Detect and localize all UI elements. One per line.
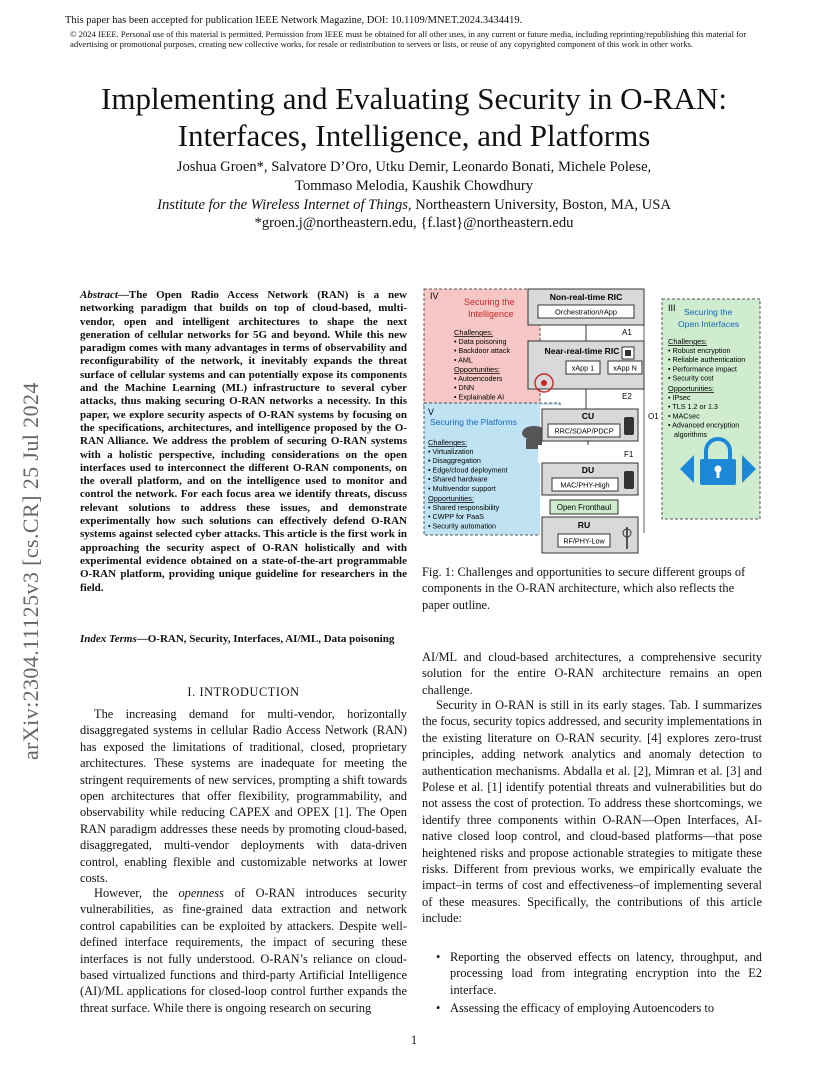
o1-label: O1 xyxy=(648,412,659,421)
right-paragraph-1: AI/ML and cloud-based architectures, a comprehensive security solution for the entire O-RAN architecture remains an open challenge. xyxy=(422,650,762,697)
e2-label: E2 xyxy=(622,392,632,401)
iii-label: III xyxy=(668,303,676,313)
iii-opportunities-label: Opportunities: xyxy=(668,384,715,393)
p2-end: of O-RAN introduces security vulnerabilities, as fine-grained data extraction and network control capabilities can be exploited by attackers. Despite well-defined interface requirements, the impact of securing these interfaces is not fully understood. O-RAN’s reliance on cloud-based virtualized functions and third-party Artificial Intelligence (AI)/ML applications for closed-loop control further expands the threat surface. While there is ongoing research on securing xyxy=(80,886,407,1015)
figure-list-item: • Shared hardware xyxy=(428,474,488,484)
open-fronthaul-label: Open Fronthaul xyxy=(556,503,612,512)
figure-list-item: • Advanced encryption xyxy=(668,420,740,430)
figure-list-item: • Security automation xyxy=(428,521,497,531)
author-list xyxy=(0,158,828,196)
figure-list-item: • DNN xyxy=(454,383,475,393)
xapp-1-label: xApp 1 xyxy=(571,363,595,373)
figure-caption: Fig. 1: Challenges and opportunities to secure different groups of components in the O-RAN architecture, which also reflects the paper outline. xyxy=(422,565,746,612)
v-challenges-label: Challenges: xyxy=(428,438,468,447)
intro-paragraph-1: The increasing demand for multi-vendor, horizontally disaggregated systems in cellular Radio Access Network (RAN) has exposed the limitations of traditional, closed, proprietary architectures. These systems are inadequate for meeting the stringent requirements of new services, prompting a shift towards open architectures that offer flexibility, programmability, and observability while reducing CAPEX and OPEX [1]. The Open RAN paradigm addresses these needs by promoting cloud-based, disaggregated, multi-vendor deployments with data-driven control, enabling flexible and customizable networks at lower costs. xyxy=(80,707,407,886)
p2-emphasis: openness xyxy=(178,886,224,900)
v-opportunities-label: Opportunities: xyxy=(428,494,475,503)
index-terms-text: —O-RAN, Security, Interfaces, AI/ML, Data poisoning xyxy=(136,633,395,645)
affiliation xyxy=(0,196,828,214)
index-terms xyxy=(80,633,407,646)
iii-challenges-label: Challenges: xyxy=(668,337,708,346)
figure-list-item: • Autoencoders xyxy=(454,374,503,383)
near-rt-ric-label: Near-real-time RIC xyxy=(544,346,620,356)
figure-list-item: • Virtualization xyxy=(428,447,474,456)
ru-stack-label: RF/PHY-Low xyxy=(563,536,605,546)
v-title: Securing the Platforms xyxy=(430,417,517,427)
paper-title xyxy=(0,80,828,154)
section-heading-introduction: I. INTRODUCTION xyxy=(187,685,300,699)
authors-line-2: Tommaso Melodia, Kaushik Chowdhury xyxy=(294,178,534,194)
figure-list-item: • AML xyxy=(454,355,473,365)
figure-list-item: • TLS 1.2 or 1.3 xyxy=(668,402,718,412)
author-emails: *groen.j@northeastern.edu, {f.last}@northeastern.edu xyxy=(254,215,574,231)
iv-title-line-1: Securing the xyxy=(464,297,515,307)
list-item: • Reporting the observed effects on latency, throughput, and processing load from integrating encryption into the E2 interface. xyxy=(436,949,762,998)
v-label: V xyxy=(428,407,435,417)
figure-list-item: • IPsec xyxy=(668,393,691,402)
figure-list-item: • Disaggregation xyxy=(428,456,481,466)
iv-opportunities-label: Opportunities: xyxy=(454,365,501,374)
title-line-1: Implementing and Evaluating Security in O-RAN: xyxy=(101,81,727,116)
figure-list-item: • Reliable authentication xyxy=(668,355,746,365)
abstract-label: Abstract xyxy=(80,289,118,301)
authors-line-1: Joshua Groen*, Salvatore D’Oro, Utku Demir, Leonardo Bonati, Michele Polese, xyxy=(176,159,652,175)
figure-list-item: • MACsec xyxy=(668,411,700,421)
affiliation-location: , Northeastern University, Boston, MA, USA xyxy=(407,197,671,213)
server-icon xyxy=(624,471,634,489)
list-item: • Assessing the efficacy of employing Autoencoders to xyxy=(436,1000,762,1016)
figure-list-item: • Security cost xyxy=(668,373,714,383)
abstract-text: —The Open Radio Access Network (RAN) is a new networking paradigm that builds on top of cloud-based, multi-vendor, open and intelligent architectures to shape the next generation of cellular networks for 5G and beyond. While this new paradigm comes with many advantages in terms of observability and reconfigurability of the network, it inevitably expands the threat surface of cellular systems and can potentially expose its components and the Machine Learning (ML) infrastructure to several cyber attacks, thus making securing O-RAN networks a necessity. In this paper, we explore security aspects of O-RAN systems by focusing on the specifications, architectures, and intelligence proposed by the O-RAN Alliance. We address the problem of securing O-RAN systems with a holistic perspective, including considerations on the open interfaces used to interconnect the different O-RAN components, on the overall platform, and on the intelligence used to monitor and control the network. For each focus area we identify threats, discuss relevant solutions to address these issues, and demonstrate experimentally how such solutions can effectively defend O-RAN systems against selected cyber attacks. This article is the first work in approaching the security aspect of O-RAN holistically and with experimental evidence obtained on a state-of-the-art programmable O-RAN platform, providing unique guideline for researchers in the field. xyxy=(80,289,407,594)
figure-list-item: • Edge/cloud deployment xyxy=(428,465,508,475)
figure-list-item: • Performance impact xyxy=(668,364,737,374)
affiliation-institute: Institute for the Wireless Internet of Things xyxy=(157,197,408,213)
cu-label: CU xyxy=(581,411,595,421)
figure-list-item: • Multivendor support xyxy=(428,483,496,493)
figure-list-item: • Robust encryption xyxy=(668,346,731,355)
index-terms-label: Index Terms xyxy=(80,633,137,645)
copyright-notice: © 2024 IEEE. Personal use of this material is permitted. Permission from IEEE must be obtained for all other uses, in any current or future media, including reprinting/republishing this material for advertising or promotional purposes, creating new collective works, for resale or redistribution to servers or lists, or reuse of any copyrighted component of this work in other works. xyxy=(70,29,747,50)
xapp-n-label: xApp N xyxy=(613,363,637,373)
page-number: 1 xyxy=(410,1033,418,1047)
figure-list-item-continued: algorithms xyxy=(674,429,708,439)
figure-diagram xyxy=(422,283,762,558)
iv-challenges-label: Challenges: xyxy=(454,328,494,337)
ru-label: RU xyxy=(577,520,591,530)
ai-chip-icon xyxy=(622,347,634,359)
du-stack-label: MAC/PHY-High xyxy=(560,480,610,490)
figure-list-item: • Backdoor attack xyxy=(454,346,511,356)
orchestration-label: Orchestration/rApp xyxy=(554,307,618,317)
iv-title-line-2: Intelligence xyxy=(468,309,514,319)
du-label: DU xyxy=(581,465,595,475)
figure-list-item: • CWPP for PaaS xyxy=(428,512,484,522)
abstract xyxy=(80,289,407,595)
intro-paragraph-2 xyxy=(80,885,407,1016)
arxiv-identifier-stamp: arXiv:2304.11125v3 [cs.CR] 25 Jul 2024 xyxy=(18,382,43,760)
figure-list-item: • Explainable AI xyxy=(454,392,505,402)
non-rt-ric-label: Non-real-time RIC xyxy=(549,292,623,302)
server-icon xyxy=(624,417,634,435)
p2-start: However, the xyxy=(94,886,179,900)
iii-title-line-2: Open Interfaces xyxy=(678,319,740,329)
figure-list-item: • Shared responsibility xyxy=(428,503,500,512)
title-line-2: Interfaces, Intelligence, and Platforms xyxy=(177,118,651,153)
figure-list-item: • Data poisoning xyxy=(454,337,507,346)
iv-label: IV xyxy=(430,291,439,301)
right-paragraph-2: Security in O-RAN is still in its early stages. Tab. I summarizes the focus, security topics addressed, and security implementations in the existing literature on O-RAN security. [4] explores zero-trust principles, adding network analytics and anomaly detection to authentication mechanisms. Abdalla et al. [2], Mimran et al. [3] and Polese et al. [1] identify potential threats and vulnerabilities but do not assess the cost of protection. To address these shortcomings, we identify three components within O-RAN—Open Interfaces, AI-native closed loop control, and cloud-based platforms—that pose heightened risks and propose actionable strategies to mitigate these risks. Different from previous works, we empirically evaluate the impact–in terms of cost and effectiveness–of implementing several of these measures. Specifically, the contributions of this article include: xyxy=(422,698,762,926)
a1-label: A1 xyxy=(622,328,632,337)
iii-title-line-1: Securing the xyxy=(684,307,733,317)
f1-label: F1 xyxy=(624,450,634,459)
publication-notice: This paper has been accepted for publication IEEE Network Magazine, DOI: 10.1109/MNET.2024.3434419. xyxy=(65,15,523,26)
contributions-list xyxy=(436,949,762,1019)
figure-oran-security xyxy=(422,283,762,558)
cu-stack-label: RRC/SDAP/PDCP xyxy=(554,426,614,436)
